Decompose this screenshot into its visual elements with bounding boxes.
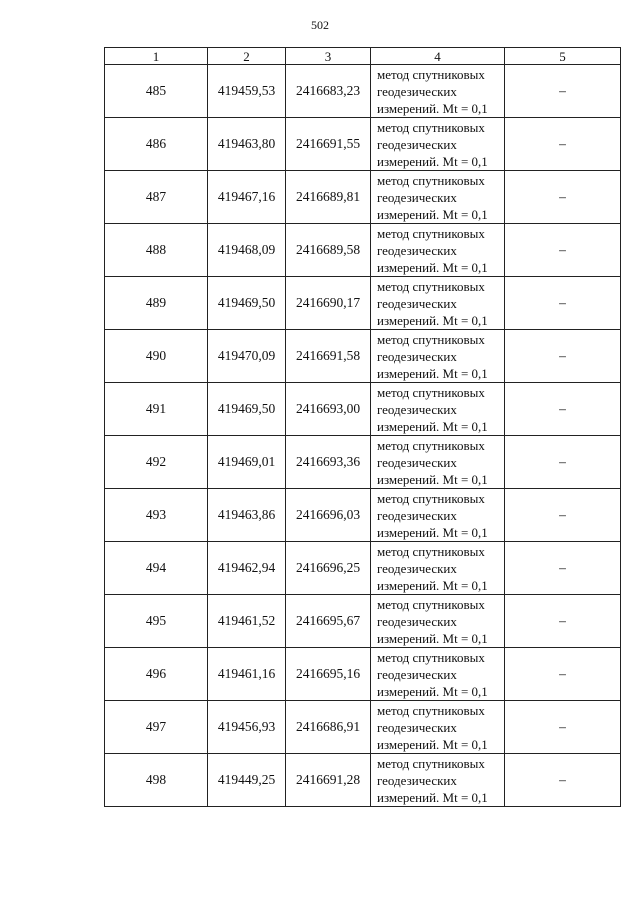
method-line: измерений. Mt = 0,1: [377, 365, 488, 381]
method-line: метод спутниковых: [377, 490, 485, 506]
method-line: измерений. Mt = 0,1: [377, 312, 488, 328]
header-col-1: 1: [105, 48, 208, 65]
x-coordinate-cell: 419468,09: [208, 224, 286, 277]
method-line: геодезических: [377, 613, 457, 629]
x-coordinate-cell: 419469,01: [208, 436, 286, 489]
header-col-4: 4: [371, 48, 505, 65]
table-row: [105, 118, 621, 171]
method-line: измерений. Mt = 0,1: [377, 789, 488, 805]
table-row: [105, 330, 621, 383]
table-body: [105, 65, 621, 807]
x-coordinate-cell: 419470,09: [208, 330, 286, 383]
method-line: измерений. Mt = 0,1: [377, 153, 488, 169]
method-line: геодезических: [377, 507, 457, 523]
point-number-cell: 490: [105, 330, 208, 383]
method-line: метод спутниковых: [377, 543, 485, 559]
x-coordinate-cell: 419459,53: [208, 65, 286, 118]
method-cell: [371, 224, 505, 277]
y-coordinate-cell: 2416696,25: [286, 542, 371, 595]
method-line: геодезических: [377, 83, 457, 99]
method-line: метод спутниковых: [377, 66, 485, 82]
x-coordinate-cell: 419462,94: [208, 542, 286, 595]
note-cell: –: [505, 489, 621, 542]
coordinates-table: [104, 47, 621, 807]
table-row: [105, 754, 621, 807]
table-row: [105, 595, 621, 648]
table-row: [105, 171, 621, 224]
method-cell: [371, 436, 505, 489]
x-coordinate-cell: 419449,25: [208, 754, 286, 807]
method-line: измерений. Mt = 0,1: [377, 471, 488, 487]
method-line: геодезических: [377, 666, 457, 682]
table-header: [105, 48, 621, 65]
method-cell: [371, 118, 505, 171]
method-cell: [371, 542, 505, 595]
note-cell: –: [505, 330, 621, 383]
table-row: [105, 436, 621, 489]
method-cell: [371, 701, 505, 754]
method-line: метод спутниковых: [377, 649, 485, 665]
y-coordinate-cell: 2416693,00: [286, 383, 371, 436]
table-row: [105, 224, 621, 277]
header-col-3: 3: [286, 48, 371, 65]
note-cell: –: [505, 701, 621, 754]
point-number-cell: 488: [105, 224, 208, 277]
method-line: геодезических: [377, 189, 457, 205]
table-row: [105, 383, 621, 436]
method-cell: [371, 489, 505, 542]
x-coordinate-cell: 419461,16: [208, 648, 286, 701]
y-coordinate-cell: 2416695,16: [286, 648, 371, 701]
x-coordinate-cell: 419456,93: [208, 701, 286, 754]
x-coordinate-cell: 419461,52: [208, 595, 286, 648]
point-number-cell: 498: [105, 754, 208, 807]
method-line: измерений. Mt = 0,1: [377, 418, 488, 434]
note-cell: –: [505, 224, 621, 277]
method-line: геодезических: [377, 348, 457, 364]
method-cell: [371, 65, 505, 118]
method-line: геодезических: [377, 242, 457, 258]
method-line: метод спутниковых: [377, 384, 485, 400]
y-coordinate-cell: 2416695,67: [286, 595, 371, 648]
point-number-cell: 493: [105, 489, 208, 542]
method-cell: [371, 277, 505, 330]
table-row: [105, 489, 621, 542]
method-line: измерений. Mt = 0,1: [377, 577, 488, 593]
method-line: измерений. Mt = 0,1: [377, 259, 488, 275]
method-line: измерений. Mt = 0,1: [377, 206, 488, 222]
note-cell: –: [505, 542, 621, 595]
note-cell: –: [505, 118, 621, 171]
method-line: геодезических: [377, 401, 457, 417]
method-line: метод спутниковых: [377, 755, 485, 771]
point-number-cell: 485: [105, 65, 208, 118]
point-number-cell: 492: [105, 436, 208, 489]
method-line: геодезических: [377, 772, 457, 788]
header-row: [105, 48, 621, 65]
method-line: геодезических: [377, 454, 457, 470]
table-row: [105, 648, 621, 701]
method-line: геодезических: [377, 560, 457, 576]
method-line: метод спутниковых: [377, 596, 485, 612]
note-cell: –: [505, 277, 621, 330]
note-cell: –: [505, 648, 621, 701]
method-line: геодезических: [377, 719, 457, 735]
method-line: геодезических: [377, 136, 457, 152]
x-coordinate-cell: 419463,80: [208, 118, 286, 171]
header-col-5: 5: [505, 48, 621, 65]
point-number-cell: 486: [105, 118, 208, 171]
method-cell: [371, 330, 505, 383]
note-cell: –: [505, 171, 621, 224]
y-coordinate-cell: 2416686,91: [286, 701, 371, 754]
y-coordinate-cell: 2416691,58: [286, 330, 371, 383]
note-cell: –: [505, 754, 621, 807]
y-coordinate-cell: 2416690,17: [286, 277, 371, 330]
method-cell: [371, 754, 505, 807]
note-cell: –: [505, 595, 621, 648]
method-line: измерений. Mt = 0,1: [377, 524, 488, 540]
y-coordinate-cell: 2416689,58: [286, 224, 371, 277]
method-cell: [371, 171, 505, 224]
y-coordinate-cell: 2416689,81: [286, 171, 371, 224]
point-number-cell: 487: [105, 171, 208, 224]
point-number-cell: 496: [105, 648, 208, 701]
y-coordinate-cell: 2416696,03: [286, 489, 371, 542]
method-line: метод спутниковых: [377, 225, 485, 241]
x-coordinate-cell: 419469,50: [208, 277, 286, 330]
x-coordinate-cell: 419467,16: [208, 171, 286, 224]
note-cell: –: [505, 436, 621, 489]
point-number-cell: 491: [105, 383, 208, 436]
point-number-cell: 497: [105, 701, 208, 754]
x-coordinate-cell: 419463,86: [208, 489, 286, 542]
x-coordinate-cell: 419469,50: [208, 383, 286, 436]
method-line: измерений. Mt = 0,1: [377, 683, 488, 699]
method-line: измерений. Mt = 0,1: [377, 630, 488, 646]
note-cell: –: [505, 65, 621, 118]
method-line: геодезических: [377, 295, 457, 311]
method-line: измерений. Mt = 0,1: [377, 736, 488, 752]
header-col-2: 2: [208, 48, 286, 65]
table-row: [105, 542, 621, 595]
point-number-cell: 489: [105, 277, 208, 330]
table-row: [105, 701, 621, 754]
method-line: измерений. Mt = 0,1: [377, 100, 488, 116]
method-cell: [371, 648, 505, 701]
method-cell: [371, 595, 505, 648]
method-line: метод спутниковых: [377, 278, 485, 294]
method-cell: [371, 383, 505, 436]
y-coordinate-cell: 2416693,36: [286, 436, 371, 489]
point-number-cell: 495: [105, 595, 208, 648]
y-coordinate-cell: 2416683,23: [286, 65, 371, 118]
method-line: метод спутниковых: [377, 172, 485, 188]
point-number-cell: 494: [105, 542, 208, 595]
table-row: [105, 65, 621, 118]
table-row: [105, 277, 621, 330]
method-line: метод спутниковых: [377, 437, 485, 453]
method-line: метод спутниковых: [377, 702, 485, 718]
y-coordinate-cell: 2416691,55: [286, 118, 371, 171]
method-line: метод спутниковых: [377, 119, 485, 135]
page-number: 502: [311, 18, 329, 32]
method-line: метод спутниковых: [377, 331, 485, 347]
y-coordinate-cell: 2416691,28: [286, 754, 371, 807]
note-cell: –: [505, 383, 621, 436]
